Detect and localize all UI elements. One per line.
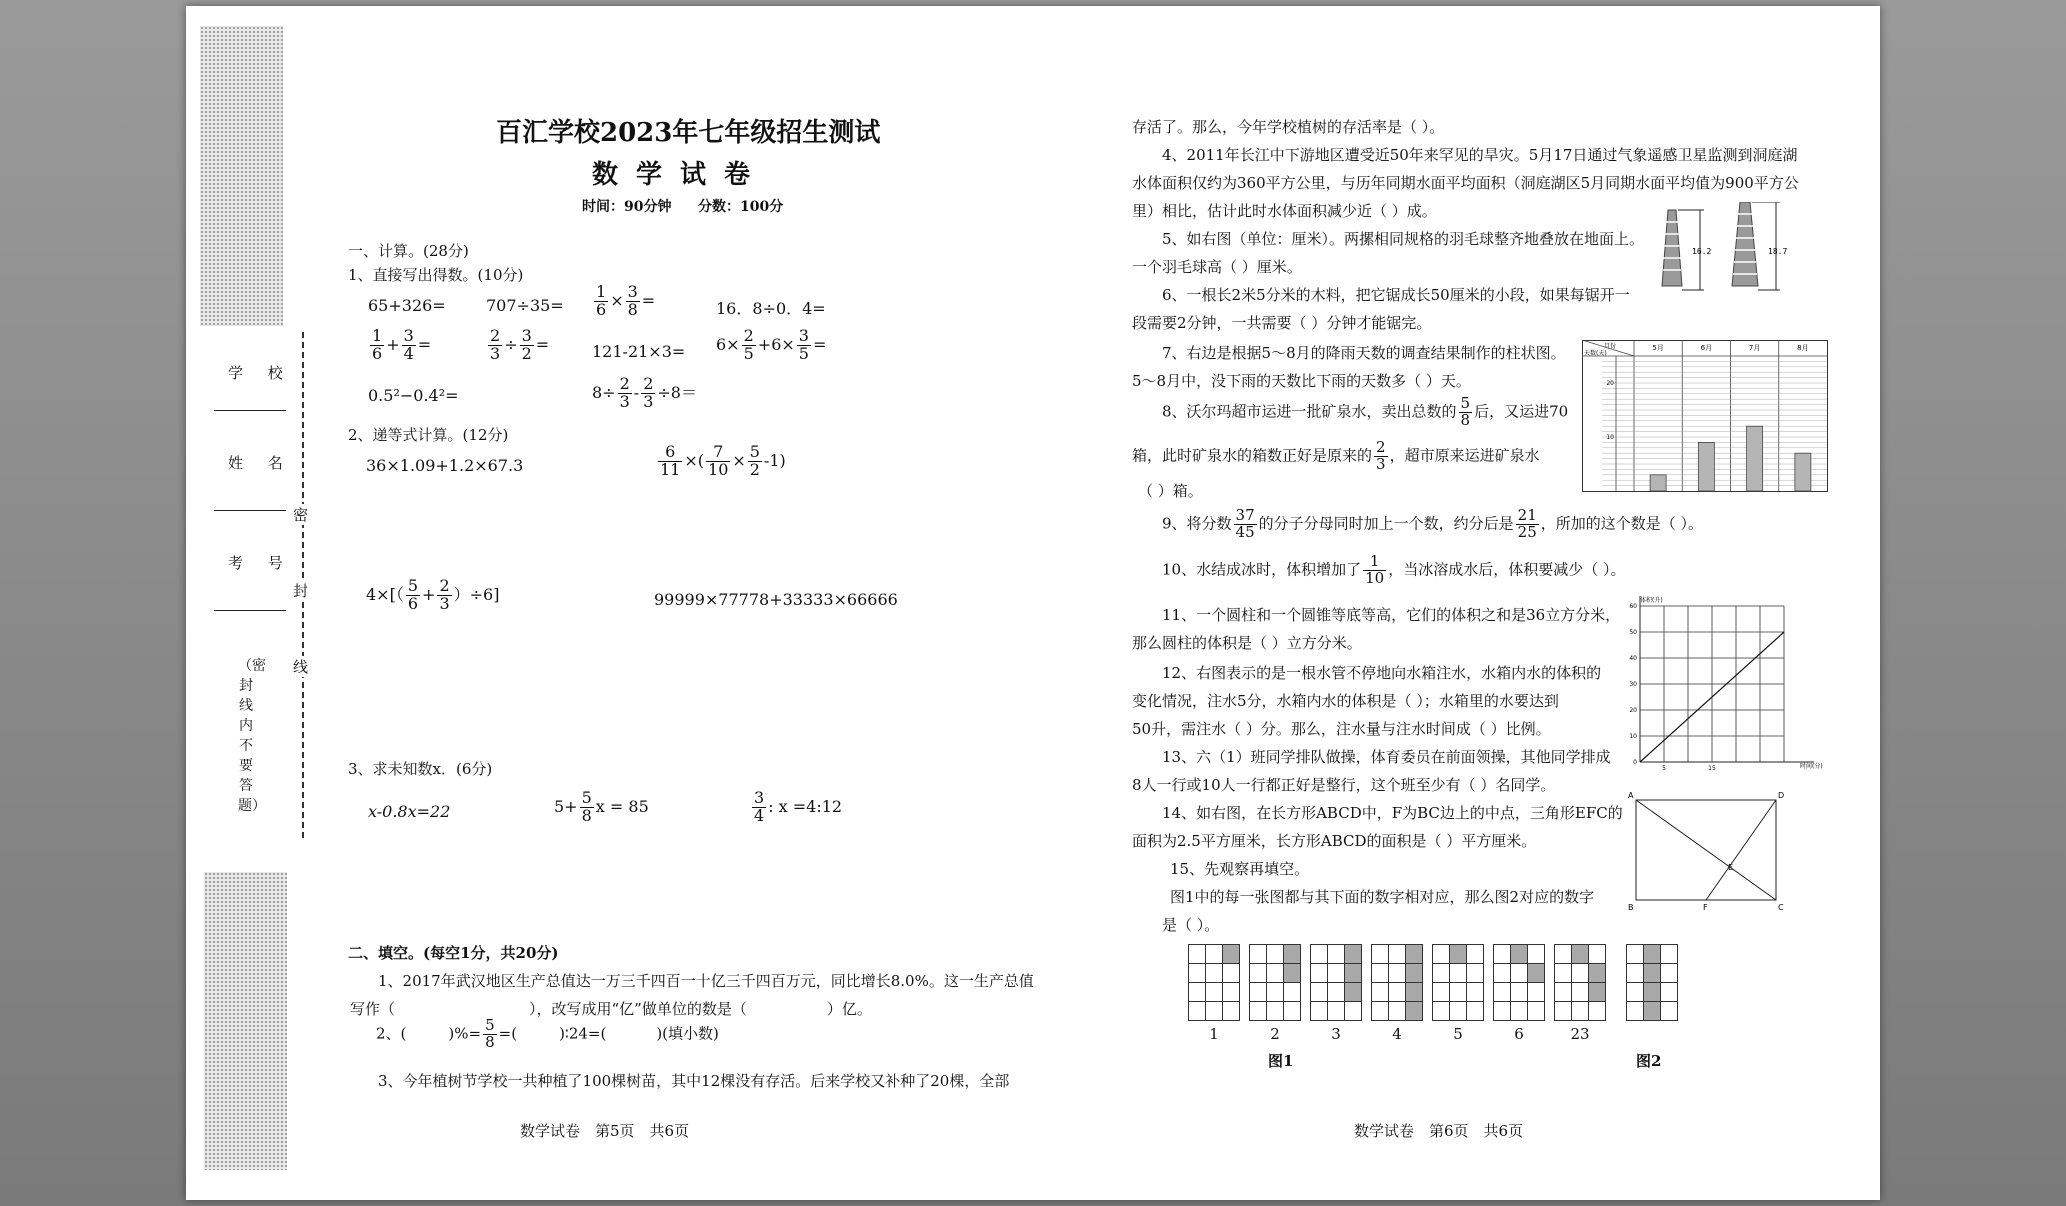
fill-question-9: 9、将分数 $\frac{37}{45}$ 的分子分母同时加上一个数，约分后是 $\frac{21}{25}$ ，所加的这个数是（ ）。	[1162, 506, 1704, 541]
score-label: 分数：100分	[698, 199, 784, 215]
shuttle-height-a: 16.2	[1692, 247, 1712, 256]
grid-cell	[1511, 945, 1528, 964]
equation: 5+ $\frac{5}{8}$ x = 85	[554, 788, 649, 825]
grid-cell	[1267, 983, 1284, 1002]
grid-cell	[1644, 983, 1661, 1002]
grid-cell	[1206, 964, 1223, 983]
line-chart-y-tick: 60	[1629, 603, 1637, 610]
fill-question-13: 13、六（1）班同学排队做操，体育委员在前面领操，其他同学排成	[1162, 748, 1611, 766]
calc-item: 4×[（ $\frac{5}{6}$ + $\frac{2}{3}$ ）÷6]	[366, 576, 500, 613]
grid-cell	[1345, 964, 1362, 983]
grid-cell	[1528, 1002, 1545, 1021]
fill-question-2: 2、( )%= $\frac{5}{8}$ =( )∶24=( )(填小数)	[376, 1016, 719, 1051]
fill-question-14: 14、如右图，在长方形ABCD中，F为BC边上的中点，三角形EFC的	[1162, 804, 1623, 822]
equation: $\frac{3}{4}$ : x =4:12	[754, 788, 843, 825]
fill-question-3: 3、今年植树节学校一共种植了100棵树苗，其中12棵没有存活。后来学校又补种了20棵，全部	[378, 1072, 1010, 1090]
grid-cell	[1250, 983, 1267, 1002]
bar-chart-bar	[1747, 426, 1763, 491]
label-c: C	[1778, 903, 1784, 912]
grid-cell	[1644, 945, 1661, 964]
pattern-grid-answer	[1626, 944, 1678, 1021]
q1-title: 1、直接写出得数。(10分)	[348, 266, 524, 284]
name-field[interactable]	[214, 510, 286, 511]
grid-cell	[1450, 1002, 1467, 1021]
grid-cell	[1627, 983, 1644, 1002]
grid-cell	[1467, 945, 1484, 964]
line-chart-y-tick: 40	[1629, 655, 1637, 662]
calc-item: 121-21×3=	[592, 342, 686, 361]
figure-1-number: 3	[1331, 1025, 1341, 1043]
figure-1-item	[1554, 944, 1606, 1043]
grid-cell	[1494, 1002, 1511, 1021]
grid-cell	[1389, 1002, 1406, 1021]
label-b: B	[1628, 903, 1634, 912]
grid-cell	[1528, 964, 1545, 983]
section1-title: 一、计算。(28分)	[348, 242, 469, 260]
grid-cell	[1372, 945, 1389, 964]
grid-cell	[1223, 945, 1240, 964]
exam-title: 百汇学校2023年七年级招生测试	[496, 118, 881, 148]
grid-cell	[1406, 983, 1423, 1002]
grid-cell	[1389, 983, 1406, 1002]
grid-cell	[1284, 983, 1301, 1002]
grid-cell	[1467, 1002, 1484, 1021]
pattern-grid	[1310, 944, 1362, 1021]
grid-cell	[1661, 983, 1678, 1002]
fill-question-3-cont: 存活了。那么，今年学校植树的存活率是（ ）。	[1132, 118, 1445, 136]
bar-chart-corner-top: 月份	[1604, 343, 1617, 350]
grid-cell	[1450, 983, 1467, 1002]
pattern-grid	[1371, 944, 1423, 1021]
fill-question-1: 1、2017年武汉地区生产总值达一万三千四百一十亿三千四百万元，同比增长8.0%。这一生产总值	[378, 972, 1034, 990]
pattern-grid	[1493, 944, 1545, 1021]
grid-cell	[1250, 945, 1267, 964]
grid-cell	[1433, 945, 1450, 964]
grid-cell	[1433, 964, 1450, 983]
seal-char-3: 线	[293, 658, 309, 676]
bar-chart-category-label: 5月	[1652, 344, 1664, 352]
exam-subtitle: 数学试卷	[592, 160, 769, 190]
grid-cell	[1284, 964, 1301, 983]
pattern-grid	[1432, 944, 1484, 1021]
grid-cell	[1189, 945, 1206, 964]
grid-cell	[1528, 983, 1545, 1002]
fill-question-6: 6、一根长2米5分米的木料，把它锯成长50厘米的小段，如果每锯开一	[1162, 286, 1630, 304]
seal-char-2: 封	[293, 582, 309, 600]
fill-question-13-line2: 8人一行或10人一行都正好是整行，这个班至少有（ ）名同学。	[1132, 776, 1556, 794]
figure-1-item	[1432, 944, 1484, 1043]
bar-chart-bar	[1698, 442, 1714, 491]
grid-cell	[1311, 1002, 1328, 1021]
grid-cell	[1467, 964, 1484, 983]
figure-1-number: 6	[1514, 1025, 1524, 1043]
grid-cell	[1345, 1002, 1362, 1021]
shuttle-height-b: 18.7	[1768, 247, 1788, 256]
q2-title: 2、递等式计算。(12分)	[348, 426, 509, 444]
grid-cell	[1311, 964, 1328, 983]
fill-question-11-line2: 那么圆柱的体积是（ ）立方分米。	[1132, 634, 1362, 652]
grid-cell	[1572, 1002, 1589, 1021]
grid-cell	[1328, 964, 1345, 983]
grid-cell	[1206, 1002, 1223, 1021]
figure-1-caption: 图1	[1268, 1052, 1294, 1070]
grid-cell	[1661, 1002, 1678, 1021]
grid-cell	[1189, 1002, 1206, 1021]
calc-item: 99999×77778+33333×66666	[654, 590, 898, 609]
rain-days-bar-chart	[1582, 340, 1828, 492]
school-label: 学 校	[228, 364, 293, 382]
grid-cell	[1345, 945, 1362, 964]
fill-question-10: 10、水结成冰时，体积增加了 $\frac{1}{10}$ ，当冰溶成水后，体积要减少（ ）。	[1162, 552, 1626, 587]
calc-item: 65+326=	[368, 296, 446, 315]
grid-cell	[1406, 945, 1423, 964]
grid-cell	[1223, 1002, 1240, 1021]
exam-paper	[186, 6, 1880, 1200]
grid-cell	[1572, 983, 1589, 1002]
grid-cell	[1345, 983, 1362, 1002]
grid-cell	[1328, 983, 1345, 1002]
grid-cell	[1511, 964, 1528, 983]
seal-char-1: 密	[293, 506, 309, 524]
rectangle-abcd-figure	[1628, 786, 1786, 912]
binding-pattern-bottom	[204, 872, 287, 1170]
line-chart-ylabel: 体积(升)	[1640, 597, 1663, 604]
grid-cell	[1372, 1002, 1389, 1021]
grid-cell	[1494, 964, 1511, 983]
grid-cell	[1511, 1002, 1528, 1021]
footer-left: 数学试卷 第5页 共6页	[520, 1122, 690, 1140]
fill-question-15: 15、先观察再填空。	[1170, 860, 1310, 878]
figure-1-item	[1188, 944, 1240, 1043]
fill-question-7: 7、右边是根据5～8月的降雨天数的调查结果制作的柱状图。	[1162, 344, 1566, 362]
grid-cell	[1189, 983, 1206, 1002]
q3-title: 3、求未知数x．(6分)	[348, 760, 493, 778]
grid-cell	[1250, 964, 1267, 983]
bar-chart-category-label: 7月	[1748, 344, 1761, 352]
grid-cell	[1511, 983, 1528, 1002]
bar-chart-bar	[1795, 453, 1811, 491]
grid-cell	[1494, 983, 1511, 1002]
bar-chart-y-tick: 20	[1606, 380, 1614, 387]
fill-question-5: 5、如右图（单位：厘米）。两摞相同规格的羽毛球整齐地叠放在地面上。	[1162, 230, 1645, 248]
label-a: A	[1628, 791, 1634, 800]
grid-cell	[1267, 964, 1284, 983]
line-chart-y-tick: 30	[1629, 681, 1637, 688]
grid-cell	[1206, 983, 1223, 1002]
grid-cell	[1589, 983, 1606, 1002]
calc-item: 707÷35=	[486, 296, 564, 315]
grid-cell	[1555, 1002, 1572, 1021]
bar-chart-corner-bottom: 天数(天)	[1584, 350, 1607, 357]
grid-cell	[1284, 945, 1301, 964]
grid-cell	[1389, 945, 1406, 964]
grid-cell	[1450, 964, 1467, 983]
no-answer-warning: （密封线内不要答题）	[238, 658, 266, 814]
grid-cell	[1433, 983, 1450, 1002]
grid-cell	[1555, 983, 1572, 1002]
grid-cell	[1372, 983, 1389, 1002]
number-field[interactable]	[214, 610, 286, 611]
fill-question-14-line2: 面积为2.5平方厘米，长方形ABCD的面积是（ ）平方厘米。	[1132, 832, 1537, 850]
grid-cell	[1328, 1002, 1345, 1021]
fill-question-8-line3: （ ）箱。	[1138, 482, 1203, 500]
grid-cell	[1372, 964, 1389, 983]
calc-item: 8÷ $\frac{2}{3}$ - $\frac{2}{3}$ ÷8＝	[592, 374, 697, 411]
grid-cell	[1406, 964, 1423, 983]
shuttlecock-stack-2	[1732, 202, 1787, 290]
figure-1-item	[1310, 944, 1362, 1043]
grid-cell	[1644, 1002, 1661, 1021]
shuttlecock-figure	[1656, 202, 1806, 302]
figure-1-number: 2	[1270, 1025, 1280, 1043]
grid-cell	[1555, 945, 1572, 964]
grid-cell	[1389, 964, 1406, 983]
pattern-grid	[1188, 944, 1240, 1021]
grid-cell	[1284, 1002, 1301, 1021]
label-e: E	[1728, 863, 1734, 872]
line-chart-xlabel: 时间(分)	[1800, 763, 1823, 770]
grid-cell	[1528, 945, 1545, 964]
fill-question-12-line3: 50升，需注水（ ）分。那么，注水量与注水时间成（ ）比例。	[1132, 720, 1551, 738]
figure-1-number: 4	[1392, 1025, 1402, 1043]
figure-1-grids	[1188, 944, 1608, 1043]
fill-question-7-line2: 5～8月中，没下雨的天数比下雨的天数多（ ）天。	[1132, 372, 1471, 390]
grid-cell	[1206, 945, 1223, 964]
diagonal-ac	[1636, 800, 1776, 900]
grid-cell	[1267, 1002, 1284, 1021]
calc-item: 36×1.09+1.2×67.3	[366, 456, 524, 475]
pattern-grid	[1554, 944, 1606, 1021]
equation: x-0.8x=22	[368, 802, 451, 821]
line-chart-y-tick: 0	[1633, 759, 1637, 766]
fill-question-8: 8、沃尔玛超市运进一批矿泉水，卖出总数的 $\frac{5}{8}$ 后，又运进70	[1162, 394, 1569, 429]
fill-question-15-line3: 是（ ）。	[1162, 916, 1220, 934]
grid-cell	[1467, 983, 1484, 1002]
grid-cell	[1555, 964, 1572, 983]
calc-item: $\frac{1}{6}$ × $\frac{3}{8}$ =	[596, 282, 656, 319]
fill-question-5-line2: 一个羽毛球高（ ）厘米。	[1132, 258, 1302, 276]
calc-item: $\frac{1}{6}$ + $\frac{3}{4}$ =	[372, 326, 432, 363]
figure-1-number: 1	[1209, 1025, 1219, 1043]
segment-df	[1706, 800, 1776, 900]
line-chart-y-tick: 50	[1629, 629, 1637, 636]
grid-cell	[1661, 945, 1678, 964]
grid-cell	[1328, 945, 1345, 964]
figure-1-item	[1249, 944, 1301, 1043]
fill-question-1-line2: 写作（ ），改写成用“亿”做单位的数是（ ）亿。	[350, 1000, 872, 1018]
binding-pattern-top	[200, 26, 283, 326]
fill-question-12: 12、右图表示的是一根水管不停地向水箱注水，水箱内水的体积的	[1162, 664, 1602, 682]
water-volume-line-chart	[1620, 592, 1844, 774]
calc-item: 6× $\frac{2}{5}$ +6× $\frac{3}{5}$ =	[716, 326, 827, 363]
grid-cell	[1223, 983, 1240, 1002]
pattern-grid	[1249, 944, 1301, 1021]
grid-cell	[1589, 1002, 1606, 1021]
grid-cell	[1267, 945, 1284, 964]
calc-item: 16．8÷0．4=	[716, 299, 826, 318]
footer-right: 数学试卷 第6页 共6页	[1354, 1122, 1524, 1140]
grid-cell	[1433, 1002, 1450, 1021]
grid-cell	[1450, 945, 1467, 964]
label-f: F	[1703, 903, 1708, 912]
grid-cell	[1661, 964, 1678, 983]
grid-cell	[1627, 945, 1644, 964]
bar-chart-category-label: 8月	[1797, 344, 1809, 352]
calc-item: 0.5²−0.4²=	[368, 386, 459, 405]
figure-2-grid	[1626, 944, 1680, 1024]
section2-title: 二、填空。(每空1分，共20分)	[348, 944, 559, 962]
fill-question-11: 11、一个圆柱和一个圆锥等底等高，它们的体积之和是36立方分米，	[1162, 606, 1621, 624]
figure-1-item	[1493, 944, 1545, 1043]
fill-question-4-line3: 里）相比，估计此时水体面积减少近（ ）成。	[1132, 202, 1437, 220]
fill-question-4: 4、2011年长江中下游地区遭受近50年来罕见的旱灾。5月17日通过气象遥感卫星监测到洞庭湖	[1162, 146, 1798, 164]
time-label: 时间：90分钟	[582, 199, 672, 215]
figure-1-number: 23	[1570, 1025, 1590, 1043]
fill-question-15-line2: 图1中的每一张图都与其下面的数字相对应，那么图2对应的数字	[1170, 888, 1595, 906]
line-chart-x-tick: 15	[1708, 765, 1716, 772]
grid-cell	[1572, 964, 1589, 983]
line-chart-x-tick: 5	[1662, 765, 1666, 772]
grid-cell	[1494, 945, 1511, 964]
fill-question-4-line2: 水体面积仅约为360平方公里，与历年同期水面平均面积（洞庭湖区5月同期水面平均值为900平方公	[1132, 174, 1799, 192]
label-d: D	[1778, 791, 1785, 800]
grid-cell	[1627, 964, 1644, 983]
figure-1-number: 5	[1453, 1025, 1463, 1043]
grid-cell	[1627, 1002, 1644, 1021]
fill-question-8-line2: 箱，此时矿泉水的箱数正好是原来的 $\frac{2}{3}$ ，超市原来运进矿泉水	[1132, 438, 1540, 473]
line-chart-grid	[1629, 596, 1814, 772]
number-label: 考 号	[228, 554, 293, 572]
bar-chart-y-tick: 10	[1606, 434, 1614, 441]
grid-cell	[1572, 945, 1589, 964]
grid-cell	[1644, 964, 1661, 983]
fill-question-12-line2: 变化情况，注水5分，水箱内水的体积是（ ）；水箱里的水要达到	[1132, 692, 1559, 710]
bar-chart-category-label: 6月	[1700, 344, 1713, 352]
grid-cell	[1223, 964, 1240, 983]
calc-item: $\frac{2}{3}$ ÷ $\frac{3}{2}$ =	[490, 326, 550, 363]
calc-item: $\frac{6}{11}$ ×( $\frac{7}{10}$ × $\frac{5}{2}$ -1)	[660, 442, 786, 479]
grid-cell	[1311, 945, 1328, 964]
grid-cell	[1250, 1002, 1267, 1021]
grid-cell	[1589, 964, 1606, 983]
grid-cell	[1189, 964, 1206, 983]
grid-cell	[1406, 1002, 1423, 1021]
grid-cell	[1311, 983, 1328, 1002]
shuttlecock-stack-1	[1662, 210, 1711, 290]
line-chart-y-tick: 20	[1629, 707, 1637, 714]
school-field[interactable]	[214, 410, 286, 411]
fill-question-6-line2: 段需要2分钟，一共需要（ ）分钟才能锯完。	[1132, 314, 1432, 332]
figure-1-item	[1371, 944, 1423, 1043]
line-chart-y-tick: 10	[1629, 733, 1637, 740]
figure-2-caption: 图2	[1636, 1052, 1662, 1070]
name-label: 姓 名	[228, 454, 293, 472]
bar-chart-bar	[1650, 475, 1666, 491]
grid-cell	[1589, 945, 1606, 964]
